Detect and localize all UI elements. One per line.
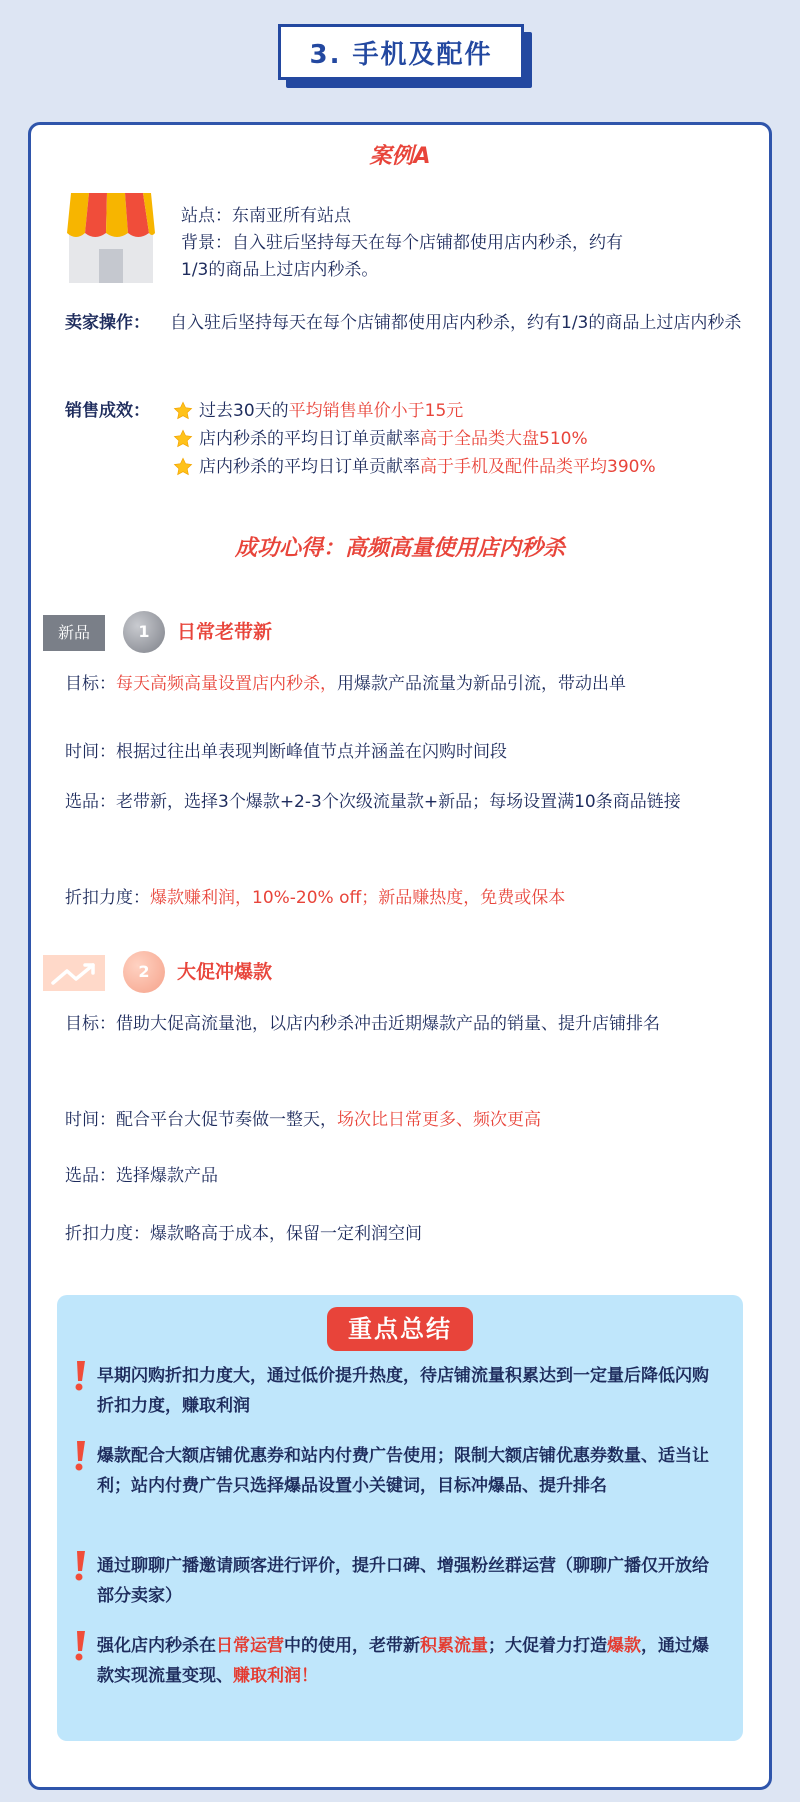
goal-text: 借助大促高流量池，以店内秒杀冲击近期爆款产品的销量、提升店铺排名 <box>116 1014 660 1034</box>
section1-title: 日常老带新 <box>177 621 273 643</box>
summary-highlight: 日常运营 <box>216 1636 284 1656</box>
summary-text-part: 中的使用，老带新 <box>284 1636 420 1656</box>
discount-text: 爆款略高于成本，保留一定利润空间 <box>150 1224 422 1244</box>
section1-goal <box>65 669 800 699</box>
page-title-banner <box>0 24 800 84</box>
seller-operation-label: 卖家操作： <box>65 313 150 333</box>
time-label: 时间： <box>65 1110 116 1130</box>
summary-item-text: 早期闪购折扣力度大，通过低价提升热度，待店铺流量积累达到一定量后降低闪购折扣力度，赚取利润 <box>97 1366 709 1416</box>
sales-item <box>173 397 743 425</box>
case-card <box>28 122 772 1790</box>
sales-item <box>173 453 743 481</box>
summary-highlight: 爆款 <box>607 1636 641 1656</box>
goal-highlight: 每天高频高量设置店内秒杀， <box>116 674 337 694</box>
sales-item-highlight: 高于手机及配件品类平均390% <box>420 457 656 477</box>
star-icon <box>173 457 193 477</box>
section1-header <box>43 607 443 657</box>
section2-pick <box>65 1161 755 1191</box>
sales-item <box>173 425 743 453</box>
case-title: 案例A <box>369 144 431 169</box>
summary-item-text <box>97 1631 717 1691</box>
trend-up-icon <box>43 955 105 991</box>
case-background-line2: 1/3的商品上过店内秒杀。 <box>181 260 379 280</box>
pick-text: 选择爆款产品 <box>116 1166 218 1186</box>
goal-text: 用爆款产品流量为新品引流，带动出单 <box>337 674 626 694</box>
exclamation-icon <box>69 1549 91 1583</box>
sales-item-text: 过去30天的 <box>199 401 289 421</box>
goal-label: 目标： <box>65 674 116 694</box>
section1-number: 1 <box>123 611 165 653</box>
shop-icon <box>65 189 157 285</box>
pick-text: 老带新，选择3个爆款+2-3个次级流量款+新品；每场设置满10条商品链接 <box>116 792 681 812</box>
sales-item-highlight: 平均销售单价小于15元 <box>288 401 464 421</box>
summary-highlight: 积累流量 <box>420 1636 488 1656</box>
page-title: 3. 手机及配件 <box>278 24 524 80</box>
discount-label: 折扣力度： <box>65 888 150 908</box>
section2-number: 2 <box>123 951 165 993</box>
time-highlight: 场次比日常更多、频次更高 <box>337 1110 541 1130</box>
sales-item-text: 店内秒杀的平均日订单贡献率 <box>199 457 420 477</box>
time-text: 根据过往出单表现判断峰值节点并涵盖在闪购时间段 <box>116 742 507 762</box>
star-icon <box>173 429 193 449</box>
time-text: 配合平台大促节奏做一整天， <box>116 1110 337 1130</box>
sales-item-highlight: 高于全品类大盘510% <box>420 429 588 449</box>
sales-result-list <box>173 397 743 481</box>
section2-title: 大促冲爆款 <box>177 961 273 983</box>
case-background-line1: 背景：自入驻后坚持每天在每个店铺都使用店内秒杀，约有 <box>181 233 623 253</box>
case-info <box>181 203 751 284</box>
summary-box <box>57 1295 743 1741</box>
success-title: 成功心得：高频高量使用店内秒杀 <box>234 536 565 561</box>
exclamation-icon <box>69 1359 91 1393</box>
discount-text: 爆款赚利润，10%-20% off；新品赚热度，免费或保本 <box>150 888 566 908</box>
time-label: 时间： <box>65 742 116 762</box>
summary-text-part: 强化店内秒杀在 <box>97 1636 216 1656</box>
section1-time <box>65 737 800 767</box>
goal-label: 目标： <box>65 1014 116 1034</box>
summary-item-text: 爆款配合大额店铺优惠券和站内付费广告使用；限制大额店铺优惠券数量、适当让利；站内付费广告只选择爆品设置小关键词，目标冲爆品、提升排名 <box>97 1446 709 1496</box>
summary-title: 重点总结 <box>327 1307 473 1351</box>
section1-discount <box>65 883 755 913</box>
discount-label: 折扣力度： <box>65 1224 150 1244</box>
summary-highlight: 赚取利润！ <box>233 1666 318 1686</box>
exclamation-icon <box>69 1629 91 1663</box>
sales-result-label: 销售成效： <box>65 401 150 421</box>
summary-text-part: ，通过爆款实现流量变现、 <box>97 1636 709 1686</box>
exclamation-icon <box>69 1439 91 1473</box>
section1-pick <box>65 787 800 817</box>
summary-item-text: 通过聊聊广播邀请顾客进行评价，提升口碑、增强粉丝群运营（聊聊广播仅开放给部分卖家） <box>97 1556 709 1606</box>
section2-header <box>43 947 443 997</box>
section2-goal <box>65 1009 800 1039</box>
sales-item-text: 店内秒杀的平均日订单贡献率 <box>199 429 420 449</box>
pick-label: 选品： <box>65 1166 116 1186</box>
pick-label: 选品： <box>65 792 116 812</box>
section2-discount <box>65 1219 755 1249</box>
star-icon <box>173 401 193 421</box>
seller-operation-text: 自入驻后坚持每天在每个店铺都使用店内秒杀，约有1/3的商品上过店内秒杀 <box>170 313 742 333</box>
section2-time <box>65 1105 800 1135</box>
new-tag: 新品 <box>43 615 105 651</box>
summary-text-part: ；大促着力打造 <box>488 1636 607 1656</box>
case-site: 站点：东南亚所有站点 <box>181 206 351 226</box>
